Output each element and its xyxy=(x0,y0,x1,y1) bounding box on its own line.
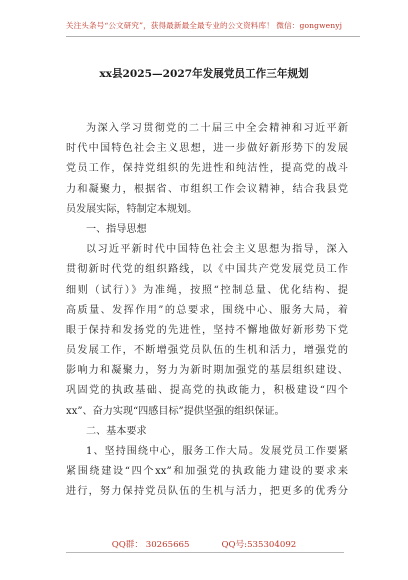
body-line: 时代中国特色社会主义思想，进一步做好新形势下的发展 xyxy=(66,143,348,155)
body-line: 巩固党的执政基础、提高党的执政能力，积极建设“四个 xyxy=(66,385,348,397)
contact-footer xyxy=(0,538,408,550)
document-title: xx县2025—2027年发展党员工作三年规划 xyxy=(99,68,309,80)
qq-group: QQ群： 30265665 xyxy=(111,540,190,550)
qq-number: QQ号:535304092 xyxy=(221,540,297,550)
body-line: xx”、奋力实现“四感目标”提供坚强的组织保证。 xyxy=(66,405,285,417)
body-line: 员发展工作，不断增强党员队伍的生机和活力，增强党的 xyxy=(66,345,348,357)
body-line: 党员工作，保持党组织的先进性和纯洁性，提高党的战斗 xyxy=(66,163,348,175)
body-line: 细则（试行）》为准绳，按照“控制总量、优化结构、提 xyxy=(66,284,348,296)
body-line: 贯彻新时代党的组织路线，以《中国共产党发展党员工作 xyxy=(66,264,348,276)
body-line: 员发展实际，特制定本规划。 xyxy=(66,203,198,215)
body-line: 高质量、发挥作用”的总要求，围绕中心、服务大局，着 xyxy=(66,304,348,316)
body-line: 紧围绕建设“四个xx”和加强党的执政能力建设的要求来 xyxy=(66,466,348,478)
header-divider xyxy=(66,36,360,37)
body-line: 一、指导思想 xyxy=(86,223,147,235)
body-line: 影响力和凝聚力，努力为新时期加强党的基层组织建设、 xyxy=(66,365,348,377)
body-line: 眼于保持和发扬党的先进性，坚持不懈地做好新形势下党 xyxy=(66,324,348,336)
body-line: 以习近平新时代中国特色社会主义思想为指导，深入 xyxy=(86,244,348,256)
body-line: 二、基本要求 xyxy=(86,425,147,437)
body-line: 为深入学习贯彻党的二十届三中全会精神和习近平新 xyxy=(86,123,348,134)
body-line: 1、坚持围绕中心，服务工作大局。发展党员工作要紧 xyxy=(86,446,348,457)
body-line: 力和凝聚力，根据省、市组织工作会议精神，结合我县党 xyxy=(66,183,348,195)
promo-banner: 关注头条号“公文研究”，获得最新最全最专业的公文资料库！ 微信：gongwenyj xyxy=(65,21,343,30)
body-line: 进行，努力保持党员队伍的生机与活力，把更多的优秀分 xyxy=(66,486,348,498)
footer-divider xyxy=(66,552,344,553)
document-body xyxy=(66,119,348,503)
